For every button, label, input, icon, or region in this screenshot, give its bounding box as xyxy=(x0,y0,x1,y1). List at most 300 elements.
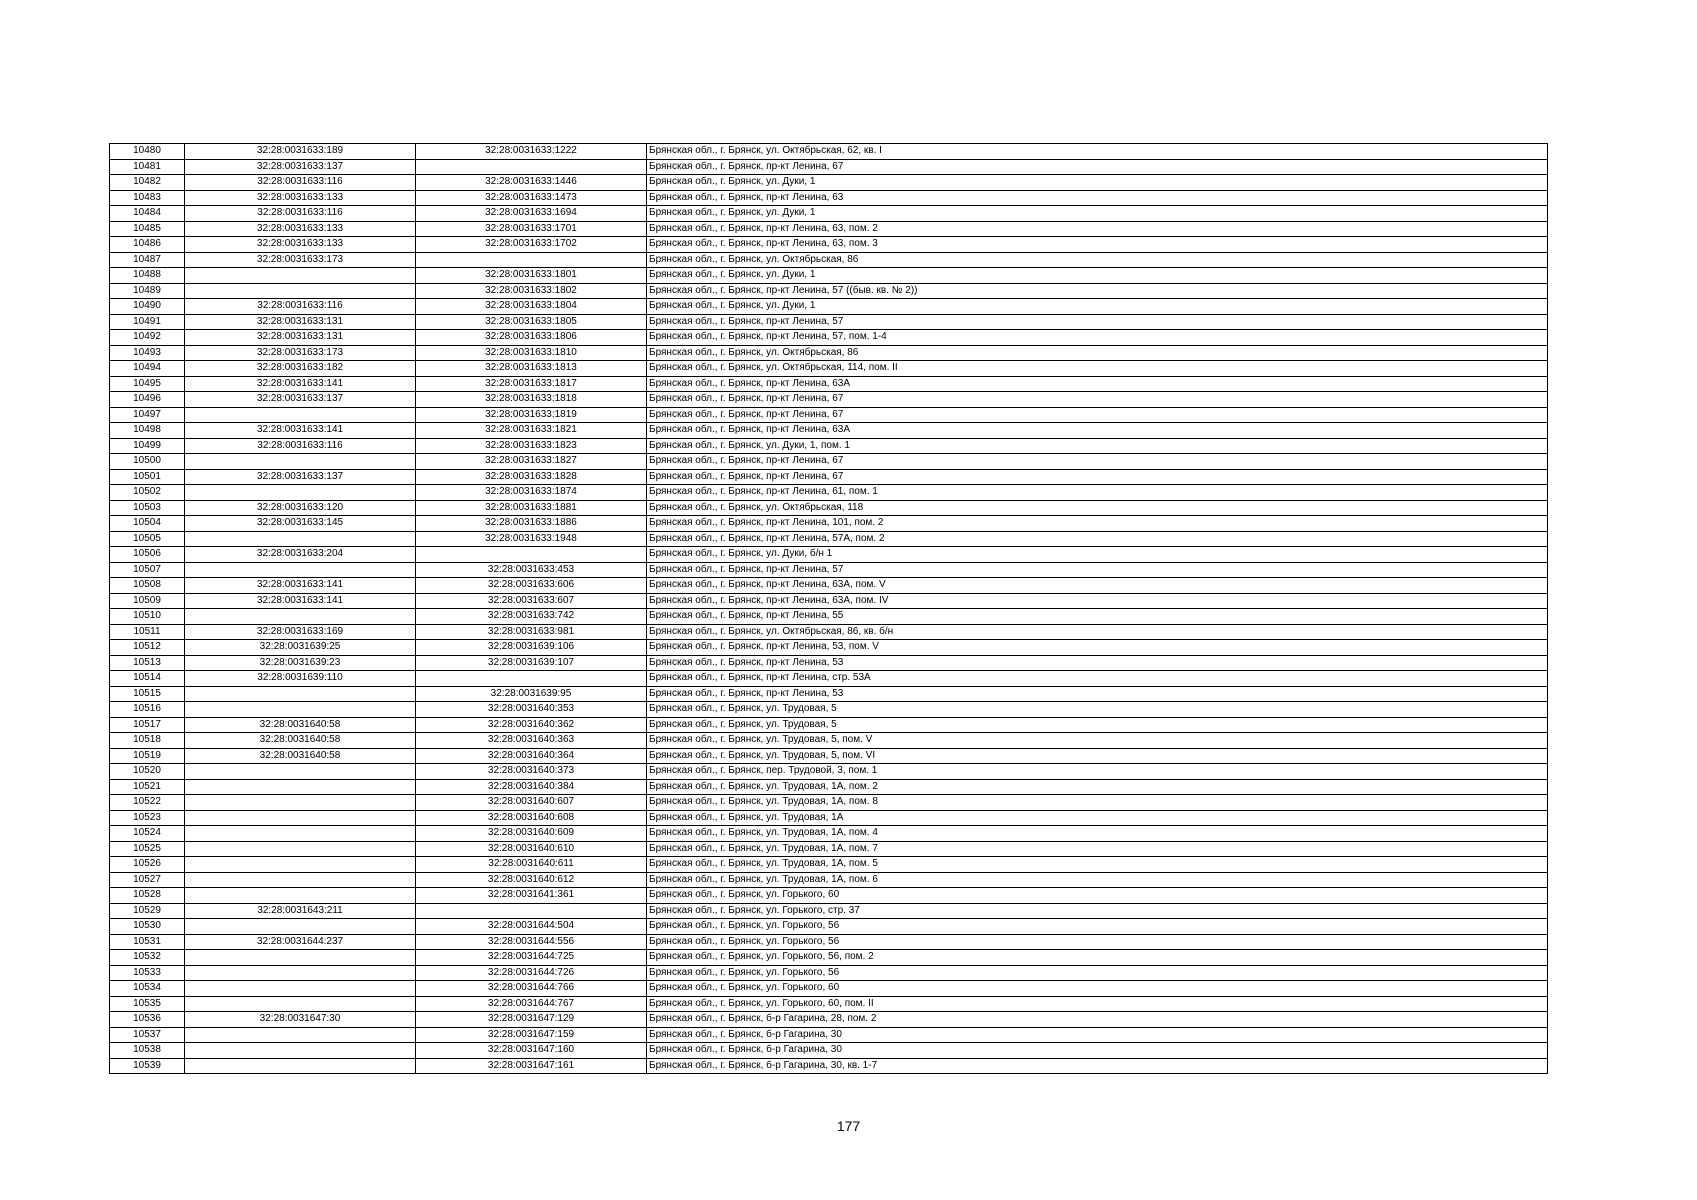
row-number-cell: 10521 xyxy=(110,779,185,795)
address-cell: Брянская обл., г. Брянск, ул. Октябрьская, 86, кв. б/н xyxy=(647,624,1548,640)
table-row xyxy=(110,392,1548,408)
land-cadastral-number-cell xyxy=(185,981,416,997)
address-cell: Брянская обл., г. Брянск, ул. Горького, 56, пом. 2 xyxy=(647,950,1548,966)
object-cadastral-number-cell: 32:28:0031640:353 xyxy=(416,702,647,718)
row-number-cell: 10531 xyxy=(110,934,185,950)
object-cadastral-number-cell: 32:28:0031640:608 xyxy=(416,810,647,826)
address-cell: Брянская обл., г. Брянск, пр-кт Ленина, 67 xyxy=(647,469,1548,485)
object-cadastral-number-cell: 32:28:0031633:1805 xyxy=(416,314,647,330)
row-number-cell: 10517 xyxy=(110,717,185,733)
object-cadastral-number-cell: 32:28:0031633:1804 xyxy=(416,299,647,315)
row-number-cell: 10486 xyxy=(110,237,185,253)
row-number-cell: 10523 xyxy=(110,810,185,826)
land-cadastral-number-cell xyxy=(185,531,416,547)
land-cadastral-number-cell xyxy=(185,1058,416,1074)
table-row xyxy=(110,934,1548,950)
land-cadastral-number-cell: 32:28:0031640:58 xyxy=(185,733,416,749)
row-number-cell: 10530 xyxy=(110,919,185,935)
address-cell: Брянская обл., г. Брянск, пр-кт Ленина, 63, пом. 3 xyxy=(647,237,1548,253)
land-cadastral-number-cell: 32:28:0031633:204 xyxy=(185,547,416,563)
object-cadastral-number-cell: 32:28:0031647:161 xyxy=(416,1058,647,1074)
table-row xyxy=(110,748,1548,764)
object-cadastral-number-cell: 32:28:0031633:1802 xyxy=(416,283,647,299)
land-cadastral-number-cell xyxy=(185,872,416,888)
object-cadastral-number-cell xyxy=(416,159,647,175)
land-cadastral-number-cell: 32:28:0031633:169 xyxy=(185,624,416,640)
row-number-cell: 10488 xyxy=(110,268,185,284)
land-cadastral-number-cell: 32:28:0031633:182 xyxy=(185,361,416,377)
table-row xyxy=(110,221,1548,237)
table-row xyxy=(110,423,1548,439)
table-row xyxy=(110,438,1548,454)
object-cadastral-number-cell: 32:28:0031640:609 xyxy=(416,826,647,842)
table-row xyxy=(110,252,1548,268)
table-row xyxy=(110,206,1548,222)
row-number-cell: 10518 xyxy=(110,733,185,749)
land-cadastral-number-cell: 32:28:0031647:30 xyxy=(185,1012,416,1028)
object-cadastral-number-cell: 32:28:0031644:725 xyxy=(416,950,647,966)
address-cell: Брянская обл., г. Брянск, пр-кт Ленина, 57А, пом. 2 xyxy=(647,531,1548,547)
row-number-cell: 10494 xyxy=(110,361,185,377)
land-cadastral-number-cell: 32:28:0031633:133 xyxy=(185,190,416,206)
table-row xyxy=(110,981,1548,997)
address-cell: Брянская обл., г. Брянск, пр-кт Ленина, 57 ((быв. кв. № 2)) xyxy=(647,283,1548,299)
address-cell: Брянская обл., г. Брянск, ул. Трудовая, 1А, пом. 7 xyxy=(647,841,1548,857)
land-cadastral-number-cell: 32:28:0031633:141 xyxy=(185,578,416,594)
object-cadastral-number-cell: 32:28:0031639:95 xyxy=(416,686,647,702)
address-cell: Брянская обл., г. Брянск, б-р Гагарина, 30 xyxy=(647,1043,1548,1059)
row-number-cell: 10489 xyxy=(110,283,185,299)
land-cadastral-number-cell: 32:28:0031633:131 xyxy=(185,314,416,330)
registry-table xyxy=(109,143,1548,1074)
address-cell: Брянская обл., г. Брянск, ул. Трудовая, 1А, пом. 2 xyxy=(647,779,1548,795)
table-row xyxy=(110,237,1548,253)
land-cadastral-number-cell: 32:28:0031640:58 xyxy=(185,748,416,764)
address-cell: Брянская обл., г. Брянск, пр-кт Ленина, 53 xyxy=(647,655,1548,671)
land-cadastral-number-cell xyxy=(185,888,416,904)
table-row xyxy=(110,330,1548,346)
row-number-cell: 10535 xyxy=(110,996,185,1012)
object-cadastral-number-cell: 32:28:0031633:1702 xyxy=(416,237,647,253)
object-cadastral-number-cell: 32:28:0031641:361 xyxy=(416,888,647,904)
row-number-cell: 10484 xyxy=(110,206,185,222)
object-cadastral-number-cell: 32:28:0031633:1801 xyxy=(416,268,647,284)
table-row xyxy=(110,764,1548,780)
table-row xyxy=(110,640,1548,656)
row-number-cell: 10499 xyxy=(110,438,185,454)
table-row xyxy=(110,562,1548,578)
address-cell: Брянская обл., г. Брянск, пр-кт Ленина, 57 xyxy=(647,562,1548,578)
object-cadastral-number-cell: 32:28:0031633:742 xyxy=(416,609,647,625)
address-cell: Брянская обл., г. Брянск, пр-кт Ленина, 53 xyxy=(647,686,1548,702)
address-cell: Брянская обл., г. Брянск, ул. Горького, 60 xyxy=(647,981,1548,997)
address-cell: Брянская обл., г. Брянск, пр-кт Ленина, 67 xyxy=(647,392,1548,408)
table-row xyxy=(110,702,1548,718)
row-number-cell: 10538 xyxy=(110,1043,185,1059)
row-number-cell: 10527 xyxy=(110,872,185,888)
land-cadastral-number-cell: 32:28:0031633:116 xyxy=(185,175,416,191)
address-cell: Брянская обл., г. Брянск, ул. Горького, 60 xyxy=(647,888,1548,904)
object-cadastral-number-cell: 32:28:0031633:1874 xyxy=(416,485,647,501)
address-cell: Брянская обл., г. Брянск, пр-кт Ленина, 101, пом. 2 xyxy=(647,516,1548,532)
address-cell: Брянская обл., г. Брянск, ул. Трудовая, 1А, пом. 4 xyxy=(647,826,1548,842)
row-number-cell: 10508 xyxy=(110,578,185,594)
land-cadastral-number-cell xyxy=(185,826,416,842)
land-cadastral-number-cell: 32:28:0031633:133 xyxy=(185,221,416,237)
row-number-cell: 10505 xyxy=(110,531,185,547)
address-cell: Брянская обл., г. Брянск, ул. Трудовая, 5, пом. V xyxy=(647,733,1548,749)
land-cadastral-number-cell xyxy=(185,841,416,857)
land-cadastral-number-cell: 32:28:0031633:116 xyxy=(185,206,416,222)
row-number-cell: 10498 xyxy=(110,423,185,439)
row-number-cell: 10524 xyxy=(110,826,185,842)
object-cadastral-number-cell: 32:28:0031640:384 xyxy=(416,779,647,795)
table-row xyxy=(110,578,1548,594)
object-cadastral-number-cell: 32:28:0031640:611 xyxy=(416,857,647,873)
row-number-cell: 10485 xyxy=(110,221,185,237)
object-cadastral-number-cell xyxy=(416,547,647,563)
land-cadastral-number-cell: 32:28:0031633:141 xyxy=(185,423,416,439)
land-cadastral-number-cell xyxy=(185,283,416,299)
object-cadastral-number-cell: 32:28:0031633:1473 xyxy=(416,190,647,206)
object-cadastral-number-cell: 32:28:0031644:504 xyxy=(416,919,647,935)
land-cadastral-number-cell: 32:28:0031633:131 xyxy=(185,330,416,346)
object-cadastral-number-cell: 32:28:0031633:1817 xyxy=(416,376,647,392)
table-row xyxy=(110,717,1548,733)
table-row xyxy=(110,903,1548,919)
table-row xyxy=(110,841,1548,857)
address-cell: Брянская обл., г. Брянск, ул. Трудовая, 5 xyxy=(647,717,1548,733)
land-cadastral-number-cell: 32:28:0031633:173 xyxy=(185,252,416,268)
land-cadastral-number-cell: 32:28:0031640:58 xyxy=(185,717,416,733)
table-row xyxy=(110,965,1548,981)
land-cadastral-number-cell xyxy=(185,686,416,702)
row-number-cell: 10509 xyxy=(110,593,185,609)
address-cell: Брянская обл., г. Брянск, б-р Гагарина, 28, пом. 2 xyxy=(647,1012,1548,1028)
row-number-cell: 10525 xyxy=(110,841,185,857)
object-cadastral-number-cell: 32:28:0031633:1818 xyxy=(416,392,647,408)
address-cell: Брянская обл., г. Брянск, пр-кт Ленина, 67 xyxy=(647,454,1548,470)
object-cadastral-number-cell: 32:28:0031633:606 xyxy=(416,578,647,594)
object-cadastral-number-cell: 32:28:0031639:106 xyxy=(416,640,647,656)
row-number-cell: 10534 xyxy=(110,981,185,997)
row-number-cell: 10537 xyxy=(110,1027,185,1043)
object-cadastral-number-cell: 32:28:0031633:607 xyxy=(416,593,647,609)
object-cadastral-number-cell: 32:28:0031633:1881 xyxy=(416,500,647,516)
row-number-cell: 10504 xyxy=(110,516,185,532)
land-cadastral-number-cell: 32:28:0031633:145 xyxy=(185,516,416,532)
address-cell: Брянская обл., г. Брянск, пр-кт Ленина, 67 xyxy=(647,407,1548,423)
land-cadastral-number-cell xyxy=(185,454,416,470)
address-cell: Брянская обл., г. Брянск, ул. Трудовая, 5 xyxy=(647,702,1548,718)
row-number-cell: 10532 xyxy=(110,950,185,966)
table-row xyxy=(110,950,1548,966)
land-cadastral-number-cell: 32:28:0031633:137 xyxy=(185,469,416,485)
row-number-cell: 10539 xyxy=(110,1058,185,1074)
table-row xyxy=(110,283,1548,299)
land-cadastral-number-cell xyxy=(185,407,416,423)
object-cadastral-number-cell: 32:28:0031640:364 xyxy=(416,748,647,764)
row-number-cell: 10493 xyxy=(110,345,185,361)
table-row xyxy=(110,454,1548,470)
address-cell: Брянская обл., г. Брянск, пр-кт Ленина, 63А, пом. IV xyxy=(647,593,1548,609)
row-number-cell: 10480 xyxy=(110,144,185,160)
object-cadastral-number-cell: 32:28:0031640:362 xyxy=(416,717,647,733)
row-number-cell: 10487 xyxy=(110,252,185,268)
land-cadastral-number-cell xyxy=(185,779,416,795)
table-row xyxy=(110,485,1548,501)
row-number-cell: 10502 xyxy=(110,485,185,501)
row-number-cell: 10529 xyxy=(110,903,185,919)
land-cadastral-number-cell: 32:28:0031633:133 xyxy=(185,237,416,253)
table-row xyxy=(110,361,1548,377)
object-cadastral-number-cell: 32:28:0031640:610 xyxy=(416,841,647,857)
object-cadastral-number-cell: 32:28:0031633:1694 xyxy=(416,206,647,222)
row-number-cell: 10514 xyxy=(110,671,185,687)
table-row xyxy=(110,655,1548,671)
object-cadastral-number-cell: 32:28:0031639:107 xyxy=(416,655,647,671)
address-cell: Брянская обл., г. Брянск, пр-кт Ленина, 53, пом. V xyxy=(647,640,1548,656)
table-row xyxy=(110,919,1548,935)
row-number-cell: 10495 xyxy=(110,376,185,392)
object-cadastral-number-cell: 32:28:0031640:612 xyxy=(416,872,647,888)
table-row xyxy=(110,593,1548,609)
land-cadastral-number-cell xyxy=(185,810,416,826)
land-cadastral-number-cell xyxy=(185,1043,416,1059)
table-row xyxy=(110,314,1548,330)
object-cadastral-number-cell: 32:28:0031633:1821 xyxy=(416,423,647,439)
table-row xyxy=(110,996,1548,1012)
row-number-cell: 10497 xyxy=(110,407,185,423)
address-cell: Брянская обл., г. Брянск, ул. Дуки, 1 xyxy=(647,268,1548,284)
table-row xyxy=(110,671,1548,687)
row-number-cell: 10528 xyxy=(110,888,185,904)
row-number-cell: 10536 xyxy=(110,1012,185,1028)
object-cadastral-number-cell: 32:28:0031644:766 xyxy=(416,981,647,997)
address-cell: Брянская обл., г. Брянск, б-р Гагарина, 30 xyxy=(647,1027,1548,1043)
row-number-cell: 10500 xyxy=(110,454,185,470)
land-cadastral-number-cell xyxy=(185,1027,416,1043)
row-number-cell: 10490 xyxy=(110,299,185,315)
land-cadastral-number-cell: 32:28:0031639:110 xyxy=(185,671,416,687)
land-cadastral-number-cell: 32:28:0031633:189 xyxy=(185,144,416,160)
land-cadastral-number-cell: 32:28:0031633:116 xyxy=(185,299,416,315)
address-cell: Брянская обл., г. Брянск, пер. Трудовой, 3, пом. 1 xyxy=(647,764,1548,780)
table-row xyxy=(110,779,1548,795)
row-number-cell: 10511 xyxy=(110,624,185,640)
land-cadastral-number-cell: 32:28:0031633:173 xyxy=(185,345,416,361)
object-cadastral-number-cell: 32:28:0031644:556 xyxy=(416,934,647,950)
object-cadastral-number-cell: 32:28:0031633:1819 xyxy=(416,407,647,423)
object-cadastral-number-cell: 32:28:0031633:1827 xyxy=(416,454,647,470)
table-row xyxy=(110,733,1548,749)
address-cell: Брянская обл., г. Брянск, ул. Горького, 60, пом. II xyxy=(647,996,1548,1012)
table-row xyxy=(110,857,1548,873)
address-cell: Брянская обл., г. Брянск, ул. Октябрьская, 86 xyxy=(647,252,1548,268)
land-cadastral-number-cell: 32:28:0031633:116 xyxy=(185,438,416,454)
address-cell: Брянская обл., г. Брянск, пр-кт Ленина, 57, пом. 1-4 xyxy=(647,330,1548,346)
address-cell: Брянская обл., г. Брянск, ул. Дуки, 1, пом. 1 xyxy=(647,438,1548,454)
row-number-cell: 10522 xyxy=(110,795,185,811)
row-number-cell: 10515 xyxy=(110,686,185,702)
land-cadastral-number-cell: 32:28:0031633:120 xyxy=(185,500,416,516)
row-number-cell: 10496 xyxy=(110,392,185,408)
table-row xyxy=(110,345,1548,361)
object-cadastral-number-cell: 32:28:0031633:453 xyxy=(416,562,647,578)
table-row xyxy=(110,144,1548,160)
row-number-cell: 10481 xyxy=(110,159,185,175)
address-cell: Брянская обл., г. Брянск, ул. Трудовая, 1А, пом. 8 xyxy=(647,795,1548,811)
table-row xyxy=(110,686,1548,702)
address-cell: Брянская обл., г. Брянск, ул. Трудовая, 1А, пом. 5 xyxy=(647,857,1548,873)
object-cadastral-number-cell: 32:28:0031640:607 xyxy=(416,795,647,811)
address-cell: Брянская обл., г. Брянск, ул. Октябрьская, 62, кв. I xyxy=(647,144,1548,160)
row-number-cell: 10482 xyxy=(110,175,185,191)
object-cadastral-number-cell: 32:28:0031633:1886 xyxy=(416,516,647,532)
land-cadastral-number-cell: 32:28:0031639:25 xyxy=(185,640,416,656)
table-row xyxy=(110,159,1548,175)
row-number-cell: 10510 xyxy=(110,609,185,625)
address-cell: Брянская обл., г. Брянск, пр-кт Ленина, 63А, пом. V xyxy=(647,578,1548,594)
object-cadastral-number-cell: 32:28:0031633:1222 xyxy=(416,144,647,160)
address-cell: Брянская обл., г. Брянск, б-р Гагарина, 30, кв. 1-7 xyxy=(647,1058,1548,1074)
table-row xyxy=(110,376,1548,392)
address-cell: Брянская обл., г. Брянск, пр-кт Ленина, 67 xyxy=(647,159,1548,175)
address-cell: Брянская обл., г. Брянск, ул. Октябрьская, 86 xyxy=(647,345,1548,361)
row-number-cell: 10526 xyxy=(110,857,185,873)
address-cell: Брянская обл., г. Брянск, ул. Горького, 56 xyxy=(647,934,1548,950)
table-row xyxy=(110,500,1548,516)
row-number-cell: 10503 xyxy=(110,500,185,516)
land-cadastral-number-cell xyxy=(185,795,416,811)
table-row xyxy=(110,826,1548,842)
table-row xyxy=(110,175,1548,191)
object-cadastral-number-cell: 32:28:0031633:1446 xyxy=(416,175,647,191)
land-cadastral-number-cell xyxy=(185,609,416,625)
land-cadastral-number-cell: 32:28:0031643:211 xyxy=(185,903,416,919)
table-row xyxy=(110,268,1548,284)
address-cell: Брянская обл., г. Брянск, пр-кт Ленина, 63А xyxy=(647,376,1548,392)
row-number-cell: 10516 xyxy=(110,702,185,718)
address-cell: Брянская обл., г. Брянск, ул. Дуки, 1 xyxy=(647,299,1548,315)
row-number-cell: 10483 xyxy=(110,190,185,206)
table-row xyxy=(110,1043,1548,1059)
land-cadastral-number-cell: 32:28:0031633:141 xyxy=(185,376,416,392)
object-cadastral-number-cell: 32:28:0031633:1828 xyxy=(416,469,647,485)
table-row xyxy=(110,624,1548,640)
table-row xyxy=(110,1058,1548,1074)
object-cadastral-number-cell: 32:28:0031640:363 xyxy=(416,733,647,749)
object-cadastral-number-cell: 32:28:0031633:1810 xyxy=(416,345,647,361)
object-cadastral-number-cell: 32:28:0031633:981 xyxy=(416,624,647,640)
address-cell: Брянская обл., г. Брянск, ул. Горького, 56 xyxy=(647,919,1548,935)
object-cadastral-number-cell: 32:28:0031633:1806 xyxy=(416,330,647,346)
row-number-cell: 10512 xyxy=(110,640,185,656)
object-cadastral-number-cell: 32:28:0031640:373 xyxy=(416,764,647,780)
table-row xyxy=(110,1027,1548,1043)
address-cell: Брянская обл., г. Брянск, пр-кт Ленина, 61, пом. 1 xyxy=(647,485,1548,501)
land-cadastral-number-cell: 32:28:0031633:137 xyxy=(185,159,416,175)
object-cadastral-number-cell: 32:28:0031644:726 xyxy=(416,965,647,981)
object-cadastral-number-cell: 32:28:0031633:1823 xyxy=(416,438,647,454)
land-cadastral-number-cell xyxy=(185,485,416,501)
land-cadastral-number-cell xyxy=(185,764,416,780)
row-number-cell: 10506 xyxy=(110,547,185,563)
row-number-cell: 10492 xyxy=(110,330,185,346)
table-row xyxy=(110,299,1548,315)
land-cadastral-number-cell: 32:28:0031644:237 xyxy=(185,934,416,950)
object-cadastral-number-cell: 32:28:0031633:1701 xyxy=(416,221,647,237)
object-cadastral-number-cell: 32:28:0031633:1813 xyxy=(416,361,647,377)
address-cell: Брянская обл., г. Брянск, ул. Октябрьская, 118 xyxy=(647,500,1548,516)
table-row xyxy=(110,531,1548,547)
registry-table-body xyxy=(110,144,1548,1074)
table-row xyxy=(110,795,1548,811)
land-cadastral-number-cell xyxy=(185,919,416,935)
address-cell: Брянская обл., г. Брянск, ул. Дуки, 1 xyxy=(647,175,1548,191)
address-cell: Брянская обл., г. Брянск, ул. Горького, 56 xyxy=(647,965,1548,981)
table-row xyxy=(110,810,1548,826)
address-cell: Брянская обл., г. Брянск, ул. Трудовая, 1А xyxy=(647,810,1548,826)
page-number: 177 xyxy=(836,1118,861,1134)
row-number-cell: 10501 xyxy=(110,469,185,485)
land-cadastral-number-cell: 32:28:0031633:137 xyxy=(185,392,416,408)
land-cadastral-number-cell: 32:28:0031633:141 xyxy=(185,593,416,609)
address-cell: Брянская обл., г. Брянск, пр-кт Ленина, 55 xyxy=(647,609,1548,625)
address-cell: Брянская обл., г. Брянск, ул. Дуки, 1 xyxy=(647,206,1548,222)
row-number-cell: 10513 xyxy=(110,655,185,671)
address-cell: Брянская обл., г. Брянск, ул. Октябрьская, 114, пом. II xyxy=(647,361,1548,377)
row-number-cell: 10491 xyxy=(110,314,185,330)
table-row xyxy=(110,888,1548,904)
address-cell: Брянская обл., г. Брянск, пр-кт Ленина, 63А xyxy=(647,423,1548,439)
table-row xyxy=(110,407,1548,423)
land-cadastral-number-cell xyxy=(185,268,416,284)
table-row xyxy=(110,1012,1548,1028)
land-cadastral-number-cell xyxy=(185,857,416,873)
object-cadastral-number-cell: 32:28:0031647:160 xyxy=(416,1043,647,1059)
address-cell: Брянская обл., г. Брянск, ул. Трудовая, 5, пом. VI xyxy=(647,748,1548,764)
row-number-cell: 10507 xyxy=(110,562,185,578)
table-row xyxy=(110,516,1548,532)
land-cadastral-number-cell xyxy=(185,950,416,966)
table-row xyxy=(110,469,1548,485)
address-cell: Брянская обл., г. Брянск, пр-кт Ленина, стр. 53А xyxy=(647,671,1548,687)
table-row xyxy=(110,547,1548,563)
address-cell: Брянская обл., г. Брянск, ул. Горького, стр. 37 xyxy=(647,903,1548,919)
row-number-cell: 10520 xyxy=(110,764,185,780)
object-cadastral-number-cell: 32:28:0031647:159 xyxy=(416,1027,647,1043)
land-cadastral-number-cell xyxy=(185,965,416,981)
object-cadastral-number-cell: 32:28:0031633:1948 xyxy=(416,531,647,547)
land-cadastral-number-cell xyxy=(185,996,416,1012)
table-row xyxy=(110,872,1548,888)
address-cell: Брянская обл., г. Брянск, пр-кт Ленина, 63 xyxy=(647,190,1548,206)
row-number-cell: 10533 xyxy=(110,965,185,981)
object-cadastral-number-cell xyxy=(416,903,647,919)
land-cadastral-number-cell xyxy=(185,702,416,718)
object-cadastral-number-cell xyxy=(416,252,647,268)
table-row xyxy=(110,609,1548,625)
address-cell: Брянская обл., г. Брянск, ул. Дуки, б/н 1 xyxy=(647,547,1548,563)
object-cadastral-number-cell xyxy=(416,671,647,687)
land-cadastral-number-cell xyxy=(185,562,416,578)
object-cadastral-number-cell: 32:28:0031644:767 xyxy=(416,996,647,1012)
row-number-cell: 10519 xyxy=(110,748,185,764)
table-row xyxy=(110,190,1548,206)
address-cell: Брянская обл., г. Брянск, пр-кт Ленина, 63, пом. 2 xyxy=(647,221,1548,237)
land-cadastral-number-cell: 32:28:0031639:23 xyxy=(185,655,416,671)
